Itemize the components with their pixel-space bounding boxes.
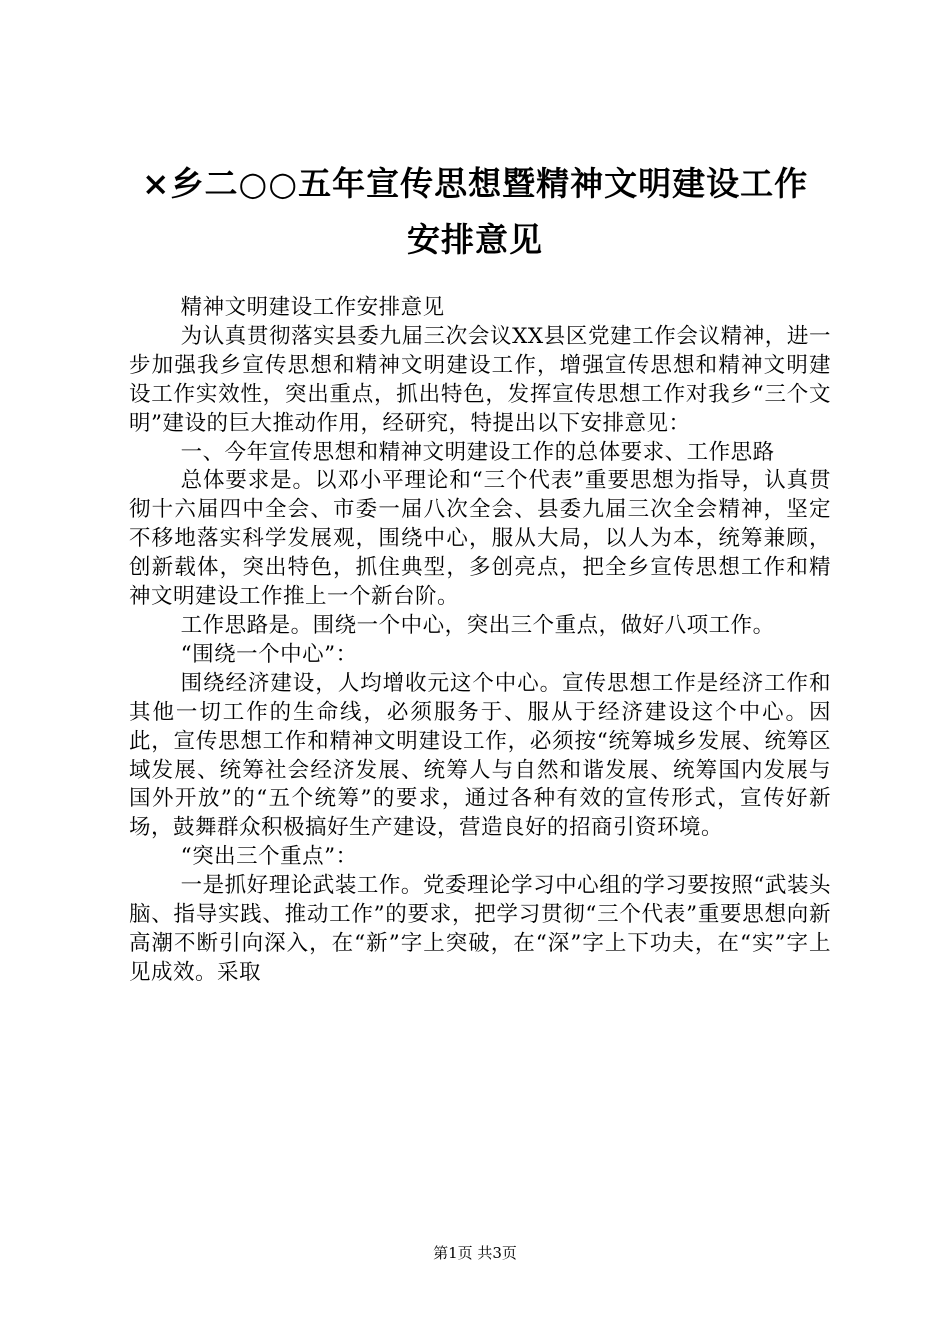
- document-body: [129, 294, 831, 988]
- document-title-line-1: ×乡二○○五年宣传思想暨精神文明建设工作: [141, 164, 809, 203]
- paragraph-theory-work: 一是抓好理论武装工作。党委理论学习中心组的学习要按照“武装头脑、指导实践、推动工作”的要求，把学习贯彻“三个代表”重要思想向新高潮不断引向深入，在“新”字上突破，在“深”字上下功夫，在“实”字上见成效。采取: [129, 873, 831, 985]
- paragraph-work-approach: 工作思路是。围绕一个中心，突出三个重点，做好八项工作。: [180, 612, 775, 638]
- paragraph-section-heading: 一、今年宣传思想和精神文明建设工作的总体要求、工作思路: [180, 439, 775, 465]
- paragraph-intro: 为认真贯彻落实县委九届三次会议XX县区党建工作会议精神，进一步加强我乡宣传思想和精神文明建设工作，增强宣传思想和精神文明建设工作实效性，突出重点，抓出特色，发挥宣传思想工作对我乡“三个文明”建设的巨大推动作用，经研究，特提出以下安排意见：: [129, 323, 831, 436]
- paragraph-three-priorities-heading: “突出三个重点”：: [180, 844, 358, 870]
- paragraph-subtitle: 精神文明建设工作安排意见: [180, 295, 445, 320]
- paragraph-one-center-heading: “围绕一个中心”：: [180, 641, 358, 667]
- page-footer: 第1页 共3页: [433, 1244, 517, 1262]
- paragraph-one-center: 围绕经济建设，人均增收元这个中心。宣传思想工作是经济工作和其他一切工作的生命线，必须服务于、服从于经济建设这个中心。因此，宣传思想工作和精神文明建设工作，必须按“统筹城乡发展、统筹区域发展、统筹社会经济发展、统筹人与自然和谐发展、统筹国内发展与国外开放”的“五个统筹”的要求，通过各种有效的宣传形式，宣传好新场，鼓舞群众积极搞好生产建设，营造良好的招商引资环境。: [129, 670, 831, 841]
- document-title-line-2: 安排意见: [407, 220, 543, 259]
- paragraph-overall-requirements: 总体要求是。以邓小平理论和“三个代表”重要思想为指导，认真贯彻十六届四中全会、市委一届八次全会、县委九届三次全会精神，坚定不移地落实科学发展观，围绕中心，服从大局，以人为本，统筹兼顾，创新载体，突出特色，抓住典型，多创亮点，把全乡宣传思想工作和精神文明建设工作推上一个新台阶。: [129, 468, 831, 610]
